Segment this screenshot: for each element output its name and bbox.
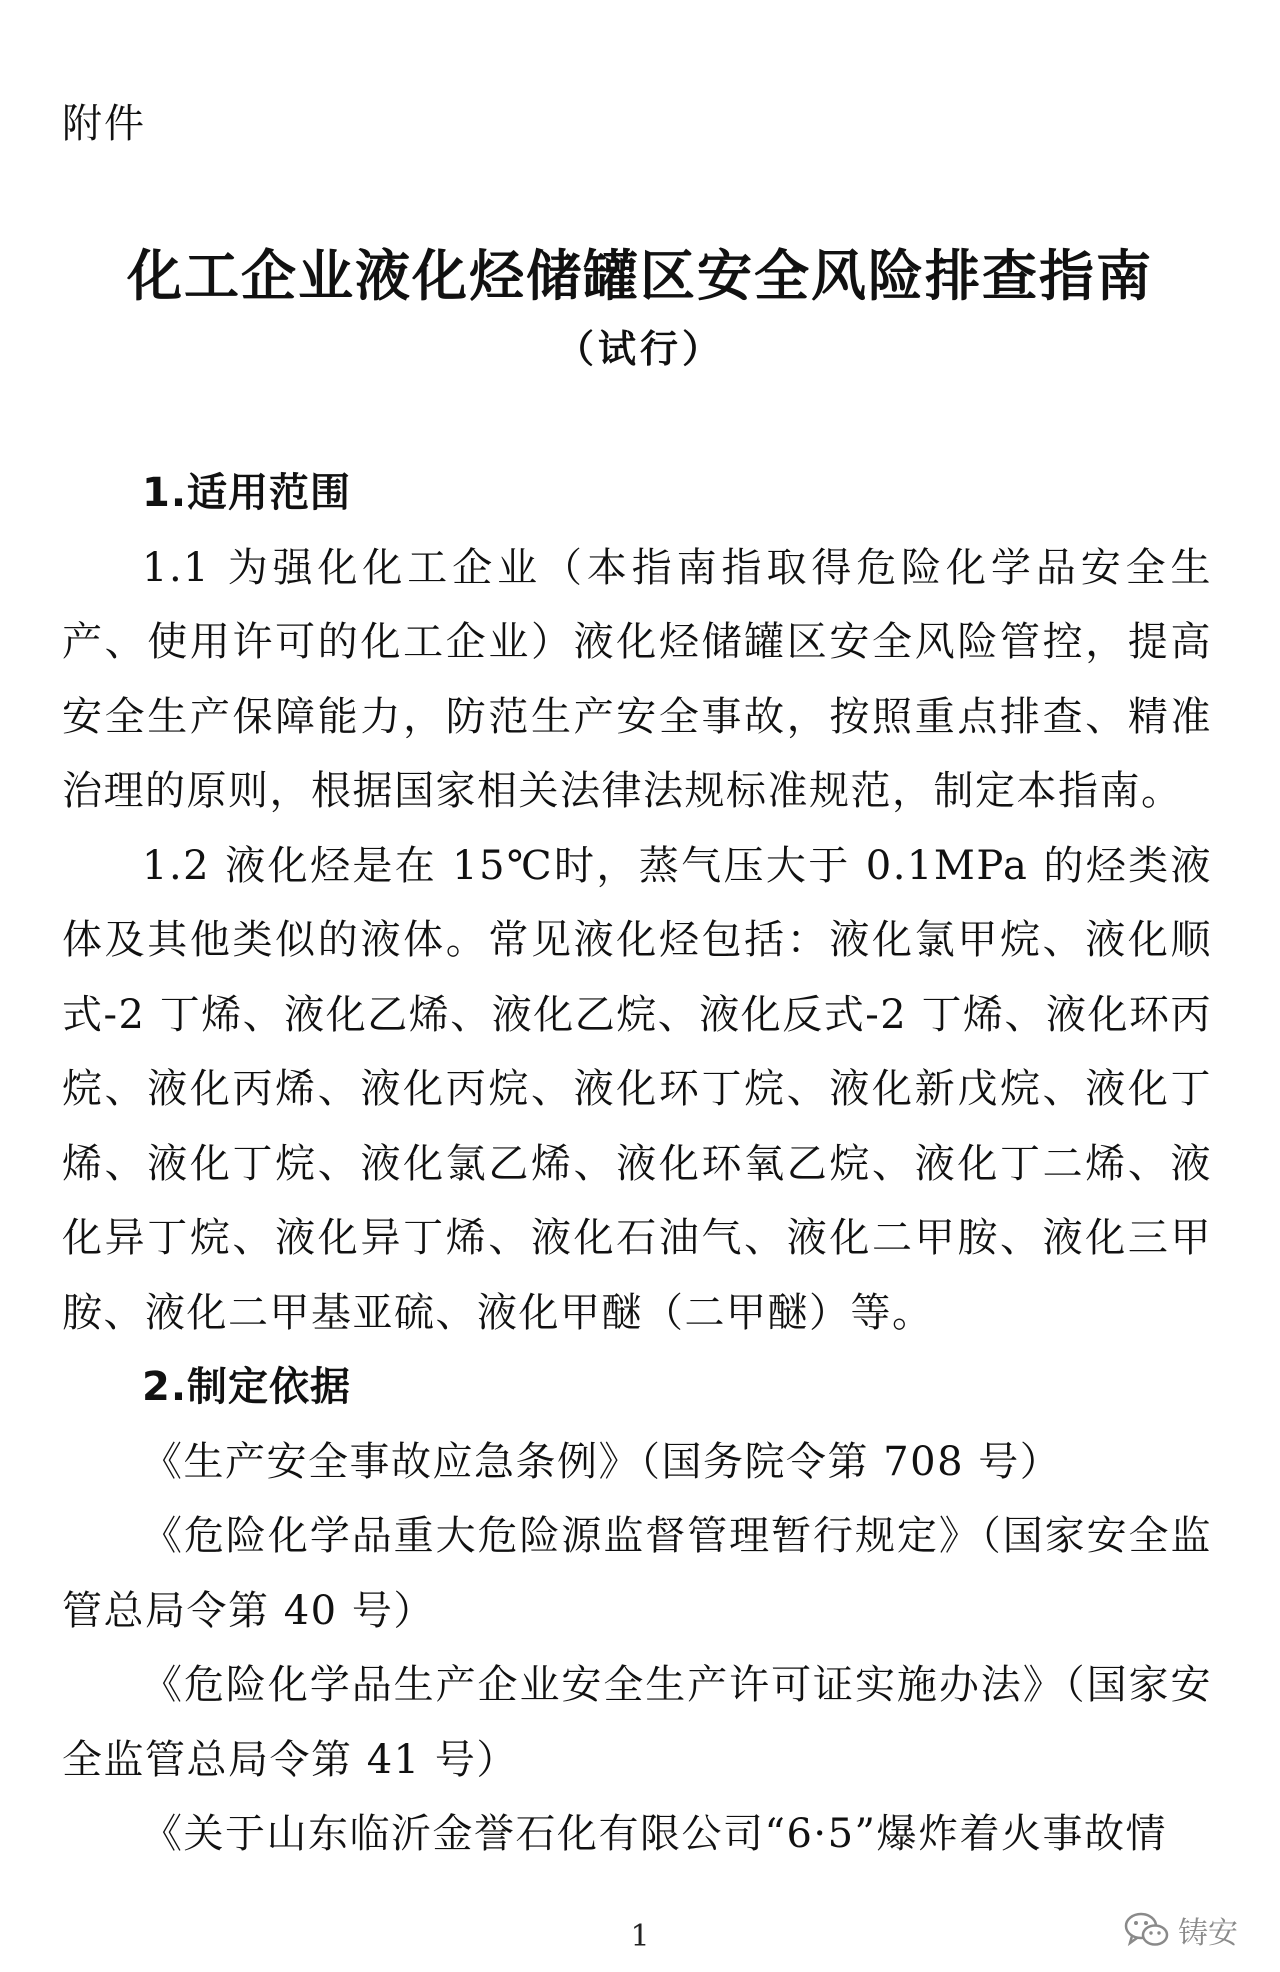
paragraph-1-2: 1.2 液化烃是在 15℃时，蒸气压大于 0.1MPa 的烃类液体及其他类似的液体。常见液化烃包括：液化氯甲烷、液化顺式-2 丁烯、液化乙烯、液化乙烷、液化反式-2 丁烯、液化环丙烷、液化丙烯、液化丙烷、液化环丁烷、液化新戊烷、液化丁烯、液化丁烷、液化氯乙烯、液化环氧乙烷、液化丁二烯、液化异丁烷、液化异丁烯、液化石油气、液化二甲胺、液化三甲胺、液化二甲基亚硫、液化甲醚（二甲醚）等。 — [62, 842, 1212, 1336]
watermark-text: 铸安 — [1178, 1916, 1238, 1951]
watermark — [1124, 1908, 1238, 1952]
reference-item: 《危险化学品生产企业安全生产许可证实施办法》（国家安全监管总局令第 41 号） — [62, 1662, 1212, 1783]
section-heading-scope: 1.适用范围 — [142, 470, 352, 516]
reference-item: 《关于山东临沂金誉石化有限公司“6·5”爆炸着火事故情 — [142, 1811, 1168, 1857]
wechat-icon — [1124, 1911, 1170, 1949]
section-heading-basis: 2.制定依据 — [142, 1364, 352, 1410]
document-body — [62, 456, 1212, 1872]
reference-item: 《生产安全事故应急条例》（国务院令第 708 号） — [142, 1438, 1062, 1485]
page-subtitle: （试行） — [555, 327, 724, 371]
reference-item: 《危险化学品重大危险源监督管理暂行规定》（国家安全监管总局令第 40 号） — [62, 1513, 1212, 1634]
page-number: 1 — [630, 1919, 650, 1954]
paragraph-1-1: 1.1 为强化化工企业（本指南指取得危险化学品安全生产、使用许可的化工企业）液化烃储罐区安全风险管控，提高安全生产保障能力，防范生产安全事故，按照重点排查、精准治理的原则，根据国家相关法律法规标准规范，制定本指南。 — [62, 544, 1212, 814]
annex-label: 附件 — [62, 101, 146, 147]
page-title: 化工企业液化烃储罐区安全风险排查指南 — [126, 244, 1153, 308]
